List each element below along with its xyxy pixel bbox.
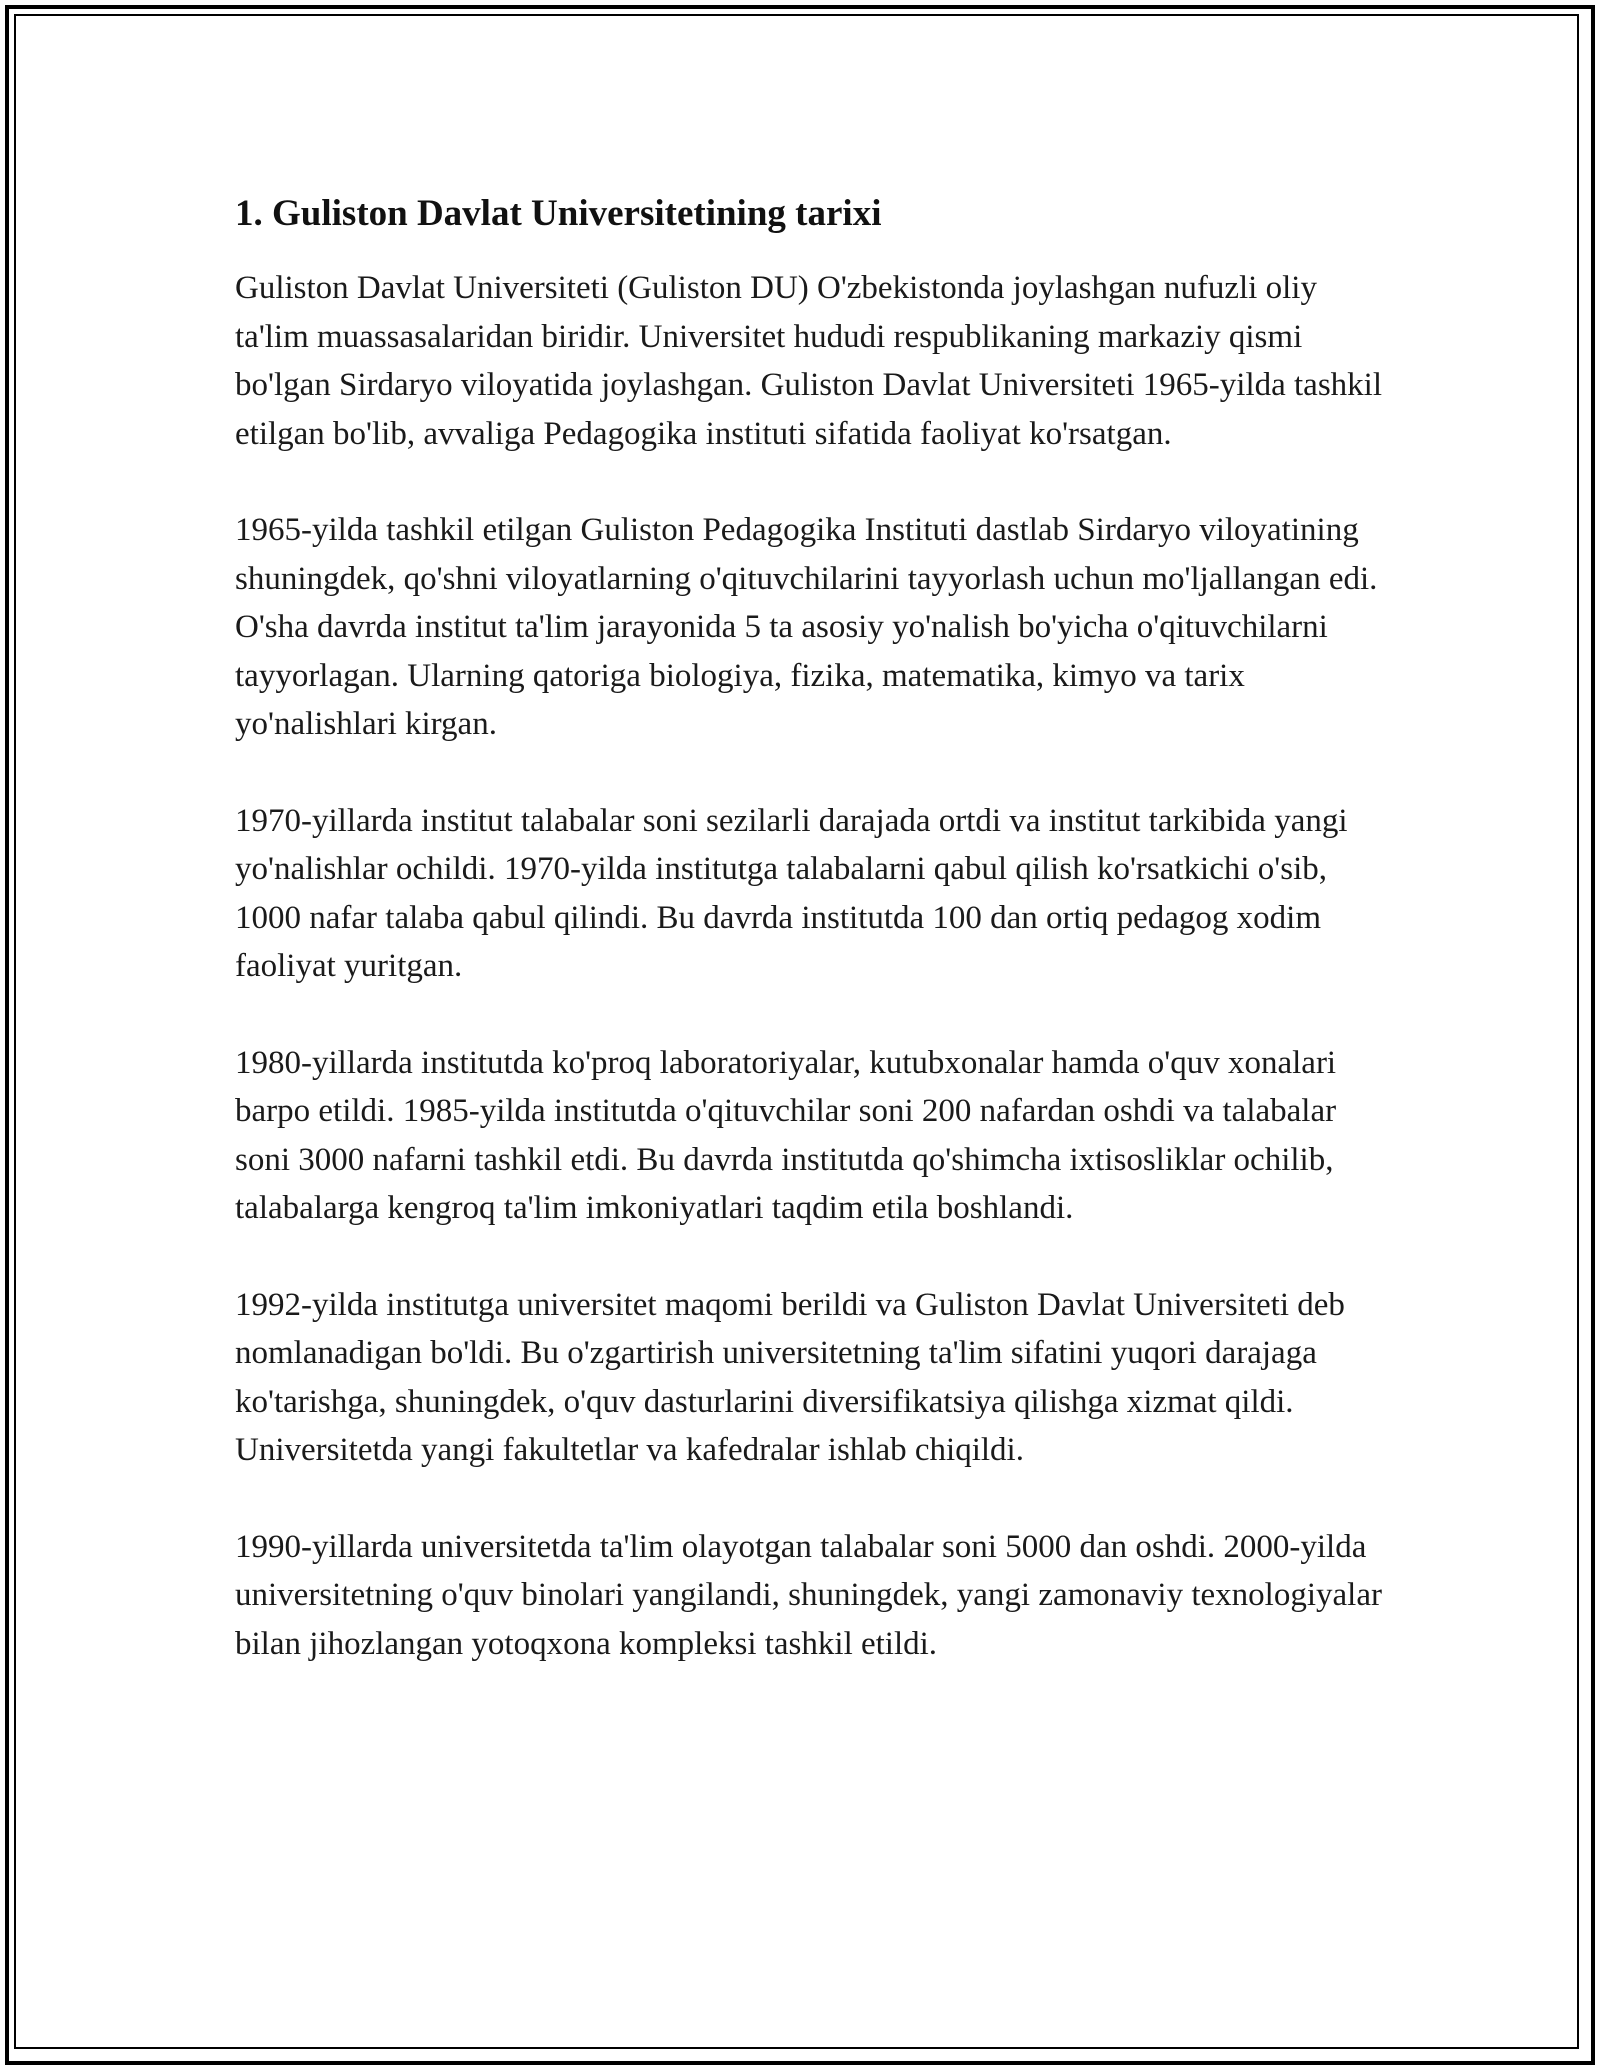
paragraph-1980s: 1980-yillarda institutda ko'proq laboratoriyalar, kutubxonalar hamda o'quv xonalari barpo etildi. 1985-yilda institutda o'qituvchilar soni 200 nafardan oshdi va talabalar soni 3000 nafarni tashkil etdi. Bu davrda institutda qo'shimcha ixtisosliklar ochilib, talabalarga kengroq ta'lim imkoniyatlari taqdim etila boshlandi. bbox=[235, 1044, 1337, 1226]
paragraph-intro: Guliston Davlat Universiteti (Guliston DU) O'zbekistonda joylashgan nufuzli oliy ta'lim muassasalaridan biridir. Universitet hududi respublikaning markaziy qismi bo'lgan Sirdaryo viloyatida joylashgan. Guliston Davlat Universiteti 1965-yilda tashkil etilgan bo'lib, avvaliga Pedagogika instituti sifatida faoliyat ko'rsatgan. bbox=[235, 270, 1383, 452]
document-body bbox=[235, 186, 1385, 1716]
paragraph-1992: 1992-yilda institutga universitet maqomi berildi va Guliston Davlat Universiteti deb nomlanadigan bo'ldi. Bu o'zgartirish universitetning ta'lim sifatini yuqori darajaga ko'tarishga, shuningdek, o'quv dasturlarini diversifikatsiya qilishga xizmat qildi. Universitetda yangi fakultetlar va kafedralar ishlab chiqildi. bbox=[235, 1286, 1345, 1468]
paragraph-1965: 1965-yilda tashkil etilgan Guliston Pedagogika Instituti dastlab Sirdaryo viloyatining shuningdek, qo'shni viloyatlarning o'qituvchilarini tayyorlash uchun mo'ljallangan edi. O'sha davrda institut ta'lim jarayonida 5 ta asosiy yo'nalish bo'yicha o'qituvchilarni tayyorlagan. Ularning qatoriga biologiya, fizika, matematika, kimyo va tarix yo'nalishlari kirgan. bbox=[235, 512, 1378, 742]
paragraph-1970s: 1970-yillarda institut talabalar soni sezilarli darajada ortdi va institut tarkibida yangi yo'nalishlar ochildi. 1970-yilda institutga talabalarni qabul qilish ko'rsatkichi o'sib, 1000 nafar talaba qabul qilindi. Bu davrda institutda 100 dan ortiq pedagog xodim faoliyat yuritgan. bbox=[235, 802, 1348, 984]
paragraph-1990s: 1990-yillarda universitetda ta'lim olayotgan talabalar soni 5000 dan oshdi. 2000-yilda universitetning o'quv binolari yangilandi, shuningdek, yangi zamonaviy texnologiyalar bilan jihozlangan yotoqxona kompleksi tashkil etildi. bbox=[235, 1528, 1382, 1662]
section-heading: 1. Guliston Davlat Universitetining tarixi bbox=[235, 193, 882, 234]
